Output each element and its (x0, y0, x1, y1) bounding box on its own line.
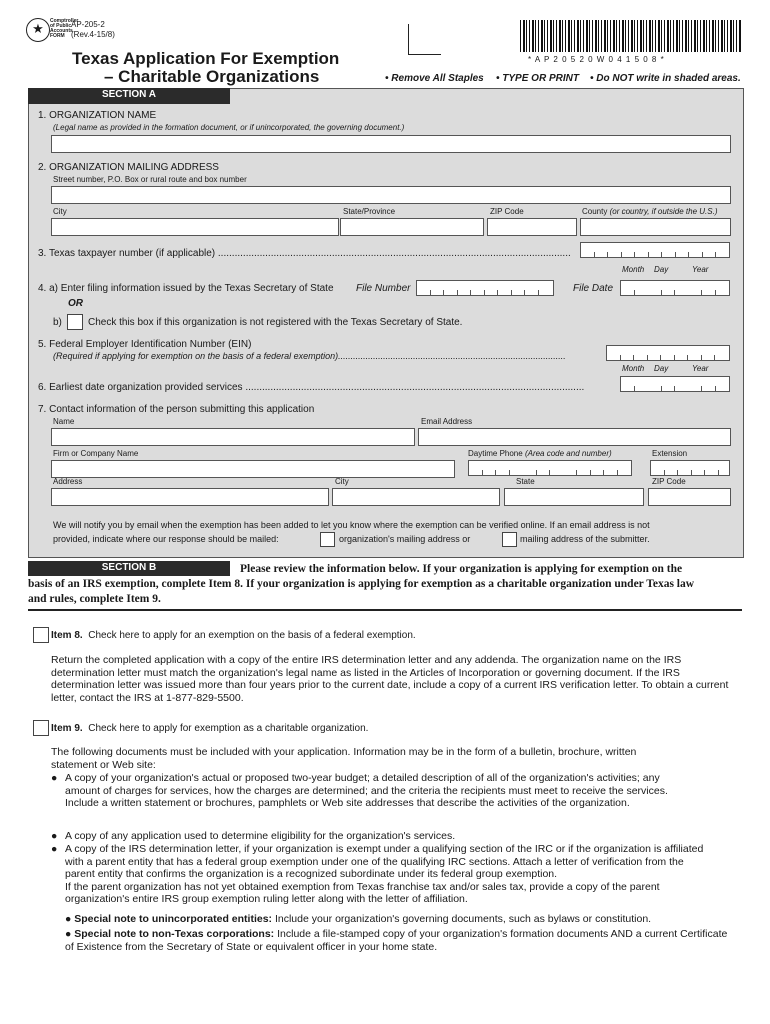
bullet-dot: ● (51, 772, 58, 784)
bullet-dot: ● (51, 843, 58, 855)
item-9-text: Check here to apply for exemption as a charitable organization. (88, 723, 369, 734)
file-number-label: File Number (356, 283, 411, 294)
org-mailing-label: organization's mailing address or (339, 534, 471, 544)
bullet-2: ● A copy of any application used to determine eligibility for the organization's services. (51, 830, 456, 842)
email-input[interactable] (418, 428, 731, 446)
agency-seal: ★ (26, 18, 50, 42)
phone-note: (Area code and number) (524, 449, 612, 458)
organization-name-input[interactable] (51, 135, 731, 153)
city2-input[interactable] (332, 488, 500, 506)
address-input[interactable] (51, 488, 329, 506)
item-8-paragraph: Return the completed application with a copy of the entire IRS determination letter and any addenda. The organization name on the IRS determination letter must match the organization's legal name as listed in the Articles of Incorporation or governing document. If the IRS determination letter was issued more than four years prior to the current date, include a copy of a current IRS verification letter. To obtain a current letter, contact the IRS at 1-877-829-5500. (51, 654, 729, 704)
phone-input[interactable] (468, 460, 632, 476)
year-label-1: Year (692, 265, 709, 274)
notify-text-2: provided, indicate where our response should be mailed: (53, 534, 279, 544)
item-5-label: 5. Federal Employer Identification Number (EIN) (38, 339, 252, 350)
bullet-1: ● A copy of your organization's actual or proposed two-year budget; a detailed description of all of the organization's activities; any amount of charges for services, how the charges are determined; and the criteria the recipients must meet to receive the services. Include a written statement or brochures, pamphlets or Web site addresses that describe the activities of the organization. (51, 772, 668, 809)
section-a-header: SECTION A (28, 88, 230, 104)
file-date-input[interactable] (620, 280, 730, 296)
state2-input[interactable] (504, 488, 644, 506)
bullet-dot: ● (51, 830, 58, 842)
special-note-2: ● Special note to non-Texas corporations: Include a file-stamped copy of your organization's formation documents AND a current Certificate of Existence from the Secretary of State or equivalent officer in your home state. (65, 928, 728, 953)
item-7-label: 7. Contact information of the person submitting this application (38, 404, 315, 415)
city2-label: City (335, 477, 349, 486)
state-label: State/Province (343, 207, 396, 216)
section-b-divider (28, 609, 742, 611)
extension-input[interactable] (650, 460, 730, 476)
item-8-line (51, 630, 416, 641)
zip-label: ZIP Code (490, 207, 524, 216)
item-9-label: Item 9. (51, 723, 83, 734)
special-note-1: ● Special note to unincorporated entities: Include your organization's governing documents, such as bylaws or constitution. (65, 913, 652, 925)
street-label: Street number, P.O. Box or rural route and box number (53, 175, 247, 184)
earliest-date-input[interactable] (620, 376, 730, 392)
month-label-1: Month (622, 265, 645, 274)
firm-label: Firm or Company Name (53, 449, 139, 458)
firm-input[interactable] (51, 460, 455, 478)
item-9-checkbox[interactable] (33, 720, 49, 736)
bullet-dot: ● (65, 928, 72, 940)
form-revision: (Rev.4-15/8) (71, 30, 115, 39)
section-b-intro-2: basis of an IRS exemption, complete Item 8. If your organization is applying for exemption as a charitable organization under Texas law (28, 578, 695, 590)
zip-input[interactable] (487, 218, 577, 236)
item-8-label: Item 8. (51, 630, 83, 641)
item-9-line (51, 723, 368, 734)
extension-label: Extension (652, 449, 688, 458)
submitter-mailing-checkbox[interactable] (502, 532, 517, 547)
corner-mark (408, 24, 441, 55)
instruction-type-print: • TYPE OR PRINT (496, 73, 579, 84)
item-2-label: 2. ORGANIZATION MAILING ADDRESS (38, 162, 219, 173)
file-number-input[interactable] (416, 280, 554, 296)
org-mailing-checkbox[interactable] (320, 532, 335, 547)
state2-label: State (516, 477, 535, 486)
barcode-text: * A P 2 0 5 2 0 W 0 4 1 5 0 8 * (528, 55, 665, 64)
item-5-note: (Required if applying for exemption on the basis of a federal exemption)........................................................................................... (53, 351, 566, 361)
city-input[interactable] (51, 218, 339, 236)
email-label: Email Address (421, 417, 473, 426)
section-b-header: SECTION B (28, 561, 230, 576)
item-3-label: 3. Texas taxpayer number (if applicable) ............................................................................................................................... (38, 248, 571, 259)
city-label: City (53, 207, 67, 216)
item-4b-prefix: b) (53, 317, 62, 328)
item-8-checkbox[interactable] (33, 627, 49, 643)
item-8-text: Check here to apply for an exemption on the basis of a federal exemption. (88, 630, 416, 641)
instruction-shaded: • Do NOT write in shaded areas. (590, 73, 741, 84)
agency-name: Comptroller of Public Accounts FORM (50, 18, 79, 39)
name-label: Name (53, 417, 75, 426)
barcode (520, 20, 742, 52)
zip2-label: ZIP Code (652, 477, 686, 486)
page-title-line2: – Charitable Organizations (104, 67, 320, 86)
or-label: OR (68, 298, 83, 309)
form-number: AP-205-2 (71, 20, 105, 29)
year-label-2: Year (692, 364, 709, 373)
ein-input[interactable] (606, 345, 730, 361)
month-label-2: Month (622, 364, 645, 373)
item-9-intro: The following documents must be included with your application. Information may be in the form of a bulletin, brochure, written statement or Web site: (51, 746, 637, 771)
phone-label: Daytime Phone (Area code and number) (468, 449, 612, 458)
submitter-mailing-label: mailing address of the submitter. (520, 534, 650, 544)
address-label: Address (53, 477, 83, 486)
instruction-staples: • Remove All Staples (385, 73, 484, 84)
bullet-dot: ● (65, 913, 72, 925)
county-label: County (or country, if outside the U.S.) (582, 207, 718, 216)
county-note: (or country, if outside the U.S.) (609, 207, 718, 216)
file-date-label: File Date (573, 283, 614, 294)
day-label-2: Day (654, 364, 669, 373)
section-b-intro-1: Please review the information below. If your organization is applying for exemption on the (240, 563, 683, 575)
taxpayer-number-input[interactable] (580, 242, 730, 258)
street-input[interactable] (51, 186, 731, 204)
county-input[interactable] (580, 218, 731, 236)
zip2-input[interactable] (648, 488, 731, 506)
contact-name-input[interactable] (51, 428, 415, 446)
item-4b-label: Check this box if this organization is not registered with the Texas Secretary of State. (88, 317, 463, 328)
section-b-intro-3: and rules, complete Item 9. (28, 593, 161, 605)
item-4a-label: 4. a) Enter filing information issued by the Texas Secretary of State (38, 283, 334, 294)
state-input[interactable] (340, 218, 484, 236)
bullet-3: ● A copy of the IRS determination letter, if your organization is exempt under a qualifying section of the IRC or if the organization is affiliated with a parent entity that has a federal group exemption under one of the qualifying IRC sections. Attach a letter of verification from the parent entity that confirms the organization is a recognized subordinate under its federal group exemption. If the parent organization has not yet obtained exemption from Texas franchise tax and/or sales tax, provide a copy of the parent organization's entire IRS group exemption ruling letter along with the letter of affiliation. (51, 843, 704, 905)
not-registered-checkbox[interactable] (67, 314, 83, 330)
page-title-line1: Texas Application For Exemption (72, 49, 340, 68)
item-1-label: 1. ORGANIZATION NAME (38, 110, 157, 121)
day-label-1: Day (654, 265, 669, 274)
item-1-note: (Legal name as provided in the formation document, or if unincorporated, the governing document.) (53, 123, 405, 132)
notify-text: We will notify you by email when the exemption has been added to let you know where the exemption can be verified online. If an email address is not (53, 520, 650, 530)
item-6-label: 6. Earliest date organization provided services .......................................................................................................................... (38, 382, 585, 393)
